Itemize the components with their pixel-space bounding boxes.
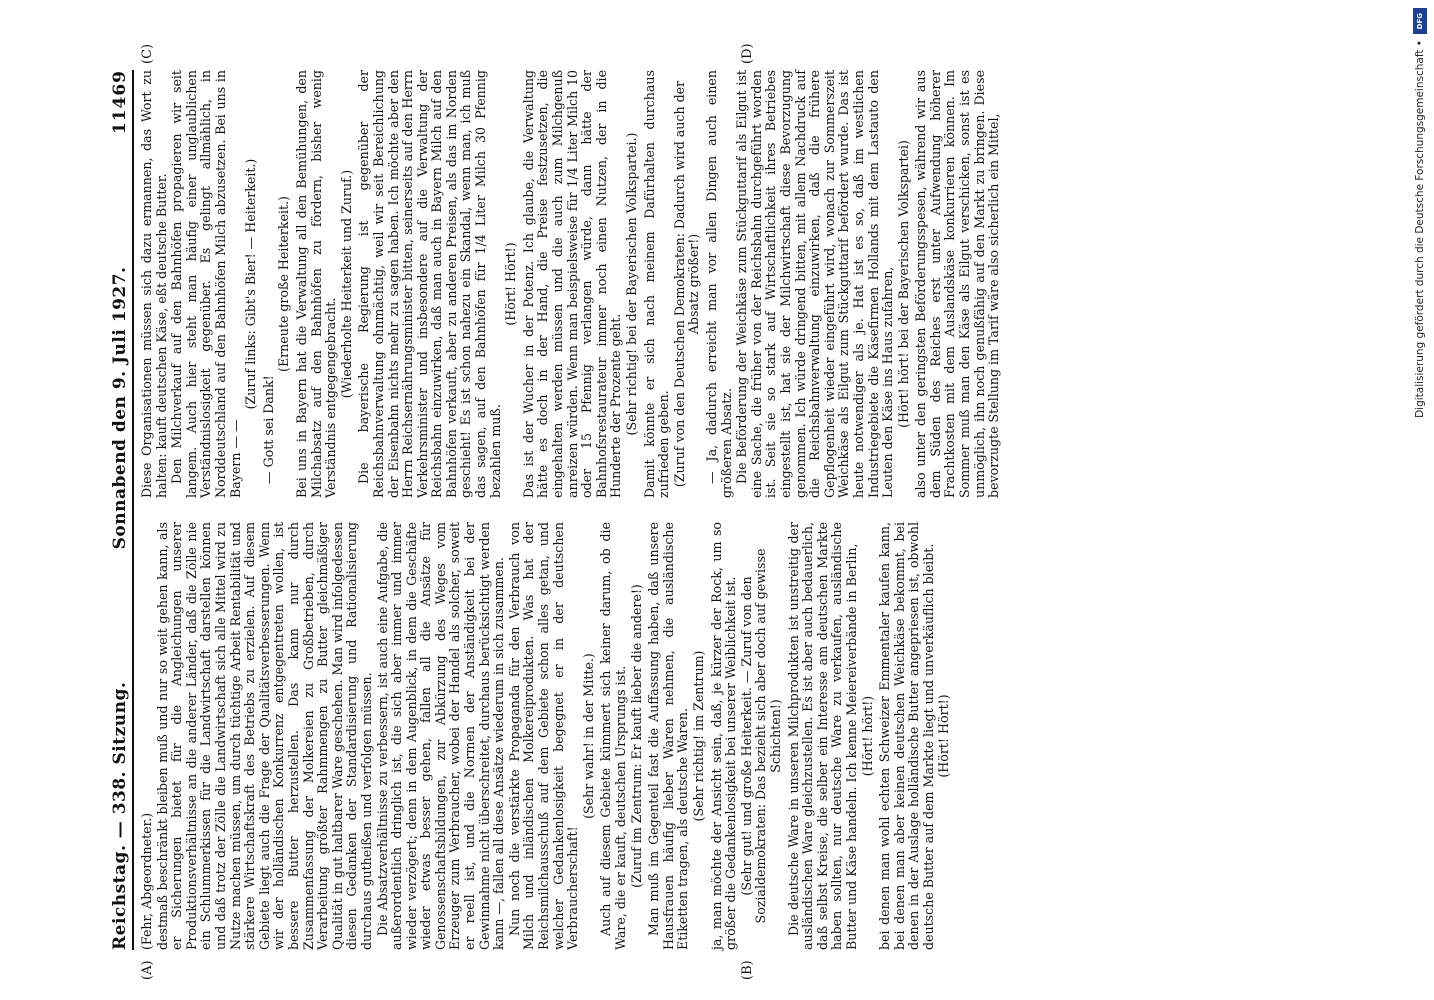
- interjection: (Sehr gut! und große Heiterkeit. — Zuruf von den Sozialdemokraten: Das bezieht sich aber doch auf gewisse Schichten!): [738, 548, 783, 924]
- paragraph: ja, man möchte der Ansicht sein, daß, je kürzer der Rock, um so größer die Gedankenlosigkeit bei unserer Weiblichkeit ist.: [708, 522, 739, 950]
- interjection: (Zuruf links: Gibt's Bier! — Heiterkeit.): [243, 158, 259, 410]
- page-header: [100, 70, 134, 950]
- interjection: (Sehr richtig! im Zentrum): [690, 650, 706, 822]
- interjection: (Hört! Hört!): [503, 242, 519, 326]
- interjection: (Sehr wahr! in der Mitte.): [580, 653, 596, 819]
- digitization-credit: [1410, 8, 1430, 988]
- margin-marker-d: (D): [740, 43, 755, 64]
- interjection: (Hört! Hört!): [936, 694, 952, 778]
- paragraph: Damit könnte er sich nach meinem Dafürhalten durchaus zufrieden geben.: [641, 70, 672, 498]
- margin-marker-a: (A): [140, 960, 155, 980]
- page-number: 11469: [110, 70, 130, 135]
- interjection: (Zuruf im Zentrum: Er kauft lieber die andere!): [628, 584, 644, 888]
- interjection: (Sehr richtig! bei der Bayerischen Volkspartei.): [624, 132, 639, 436]
- paragraph: Bei uns in Bayern hat die Verwaltung all den Bemühungen, den Milchabsatz auf den Bahnhöfen zu fördern, bisher wenig Verständnis entgegengebracht.: [293, 70, 339, 498]
- interjection: (Erneute große Heiterkeit.): [276, 196, 292, 372]
- paragraph: Den Milchverkauf auf den Bahnhöfen propagieren wir seit langem. Auch hier steht man häufig einer unglaublichen Verständnislosigkeit gegenüber. Es gelingt allmählich, in Norddeutschland auf den Bahnhöfen Milch abzusetzen. Bei uns in Bayern — —: [169, 70, 243, 498]
- header-session: Reichstag. — 338. Sitzung.: [110, 681, 130, 950]
- paragraph: Diese Organisationen müssen sich dazu ermannen, das Wort zu halten: kauft deutschen Käse, eßt deutsche Butter.: [139, 70, 169, 498]
- digitization-credit-text: Digitalisierung gefördert durch die Deutsche Forschungsgemeinschaft •: [1414, 40, 1426, 418]
- paragraph: Die bayerische Regierung ist gegenüber der Reichsbahnverwaltung ohnmächtig, weil wir seit Bereichlichung der Eisenbahn nichts mehr zu sagen haben. Ich möchte aber den Herrn Reichsernährungsminister bitten, seinerseits auf den Herrn Verkehrsminister und insbesondere auf die Verwaltung der Reichsbahn einzuwirken, daß man auch in Bayern Milch auf den Bahnhöfen verkauft, aber zu anderen Preisen, als das im Norden geschieht! Es ist schon nahezu ein Skandal, wenn man, ich muß das sagen, auf den Bahnhöfen für 1/4 Liter Milch 30 Pfennig bezahlen muß.: [356, 70, 503, 498]
- paragraph: Man muß im Gegenteil fast die Auffassung haben, daß unsere Hausfrauen häufig lieber Waren nehmen, die ausländische Etiketten tragen, als deutsche Waren.: [646, 522, 691, 950]
- paragraph: — Gott sei Dank!: [260, 375, 276, 484]
- interjection: (Hört! hört!): [859, 695, 875, 777]
- margin-marker-c: (C): [140, 43, 155, 64]
- paragraph: Das ist der Wucher in der Potenz. Ich glaube, die Verwaltung hätte es doch in der Hand, die Preise festzusetzen, die eingehalten werden müssen und die auch zum Milchgenuß anreizen würden. Wenn man beispielsweise für 1/4 Liter Milch 10 oder 15 Pfennig verlangen würde, dann hätte der Bahnhofsrestaurateur immer noch einen Nutzen, der in die Hunderte der Prozente geht.: [520, 70, 624, 498]
- dfg-logo-icon: DFG: [1413, 8, 1427, 34]
- paragraph: Die Beförderung der Weichkäse zum Stückguttarif als Eilgut ist eine Sache, die früher von der Reichsbahn durchgeführt worden ist. Seit sie so stark auf Wirtschaftlichkeit ihres Betriebes eingestellt ist, hat sie der Milchwirtschaft diese Bevorzugung genommen. Ich würde dringend bitten, mit allem Nachdruck auf die Reichsbahnverwaltung einzuwirken, daß die frühere Gepflogenheit wieder eingeführt wird, wonach zur Sommerszeit Weichkäse als Eilgut zum Stückguttarif befördert wurde. Das ist heute notwendiger als je. Hat ist es so, daß im westlichen Industriegebiete die Käsefirmen Hollands mit dem Lastauto den Leuten den Käse ins Haus zufahren,: [734, 70, 896, 498]
- paragraph: — Ja, dadurch erreicht man vor allen Dingen auch einen größeren Absatz.: [703, 70, 734, 498]
- paragraph: Die Absatzverhältnisse zu verbessern, ist auch eine Aufgabe, die außerordentlich dringlich ist, die sich aber immer und immer wieder verzögert; denn in dem Augenblick, in dem die Geschäfte wieder etwas besser gehen, fallen all die Ansätze für Genossenschaftsbildungen, zur Abkürzung des Weges vom Erzeuger zum Verbraucher, wobei der Handel als solcher, soweit er reell ist, und die Normen der Anständigkeit bei der Gewinnahme nicht überschreitet, durchaus berücksichtigt werden kann —, fallen all diese Ansätze wiederum in sich zusammen.: [374, 522, 507, 950]
- paragraph: bei denen man wohl echten Schweizer Emmentaler kaufen kann, bei denen man aber keinen deutschen Weichkäse bekommt, bei denen in der Auslage holländische Butter angepriesen ist, obwohl deutsche Butter auf dem Markte liegt und unverkäuflich bleibt.: [877, 522, 936, 950]
- paragraph: Die deutsche Ware in unseren Milchprodukten ist unstreitig der ausländischen Ware gleichzustellen. Es ist aber auch bedauerlich, daß selbst Kreise, die selber ein Interesse am deutschen Markte haben sollten, nur deutsche Ware zu verkaufen, ausländische Butter und Käse handeln. Ich kenne Meiereiverbände in Berlin,: [785, 522, 859, 950]
- right-column: [140, 70, 1003, 498]
- document-page: [100, 43, 1400, 980]
- paragraph: Auch auf diesem Gebiete kümmert sich keiner darum, ob die Ware, die er kauft, deutschen Ursprungs ist.: [598, 522, 628, 950]
- interjection: (Hört! hört! bei der Bayerischen Volkspartei): [895, 140, 911, 428]
- paragraph: also unter den geringsten Beförderungsspesen, während wir aus dem Süden des Reiches erst unter Aufwendung höherer Frachtkosten mit dem Auslandskäse konkurrieren können. Im Sommer muß man den Käse als Eilgut verschicken, sonst ist es unmöglich, ihn noch genußfähig auf den Markt zu bringen. Diese bevorzugte Stellung im Tarif wäre also sicherlich ein Mittel,: [913, 70, 1002, 498]
- paragraph: Nun noch die verstärkte Propaganda für den Verbrauch von Milch und inländischen Molkereiprodukten. Was hat der Reichsmilchausschuß auf dem Gebiete schon alles getan, und welcher Gedankenlosigkeit begegnet er in der deutschen Verbraucherschaft!: [506, 522, 581, 950]
- interjection: (Zuruf von den Deutschen Demokraten: Dadurch wird auch der Absatz größer!): [671, 80, 702, 488]
- header-date: Sonnabend den 9. Juli 1927.: [110, 266, 130, 550]
- interjection: (Wiederholte Heiterkeit und Zuruf.): [338, 169, 354, 399]
- paragraph: destmaß beschränkt bleiben muß und nur so weit gehen kann, als er Sicherungen bietet für die Angleichungen unserer Produktionsverhältnisse an die anderer Länder, daß die Zölle nie ein Schlummerkissen für die Landwirtschaft darstellen können und daß trotz der Zölle die Landwirtschaft sich alle Mittel wird zu Nutze machen müssen, um durch tüchtige Arbeit Rentabilität und stärkere Wirtschaftskraft des Betriebs zu erzielen. Auf diesem Gebiete liegt auch die Frage der Qualitätsverbesserungen. Wenn wir der holländischen Konkurrenz entgegentreten wollen, ist bessere Butter herzustellen. Das kann nur durch Zusammenfassung der Molkereien zu Großbetrieben, durch Verarbeitung größter Rahmmengen zu Butter gleichmäßiger Qualität in gut haltbarer Ware geschehen. Man wird infolgedessen diesen Gedanken der Standardisierung und Rationalisierung durchaus gutheißen und verfolgen müssen.: [154, 522, 374, 950]
- left-column: [140, 522, 955, 950]
- margin-marker-b: (B): [740, 960, 755, 980]
- speaker-note: (Fehr, Abgeordneter.): [139, 812, 154, 950]
